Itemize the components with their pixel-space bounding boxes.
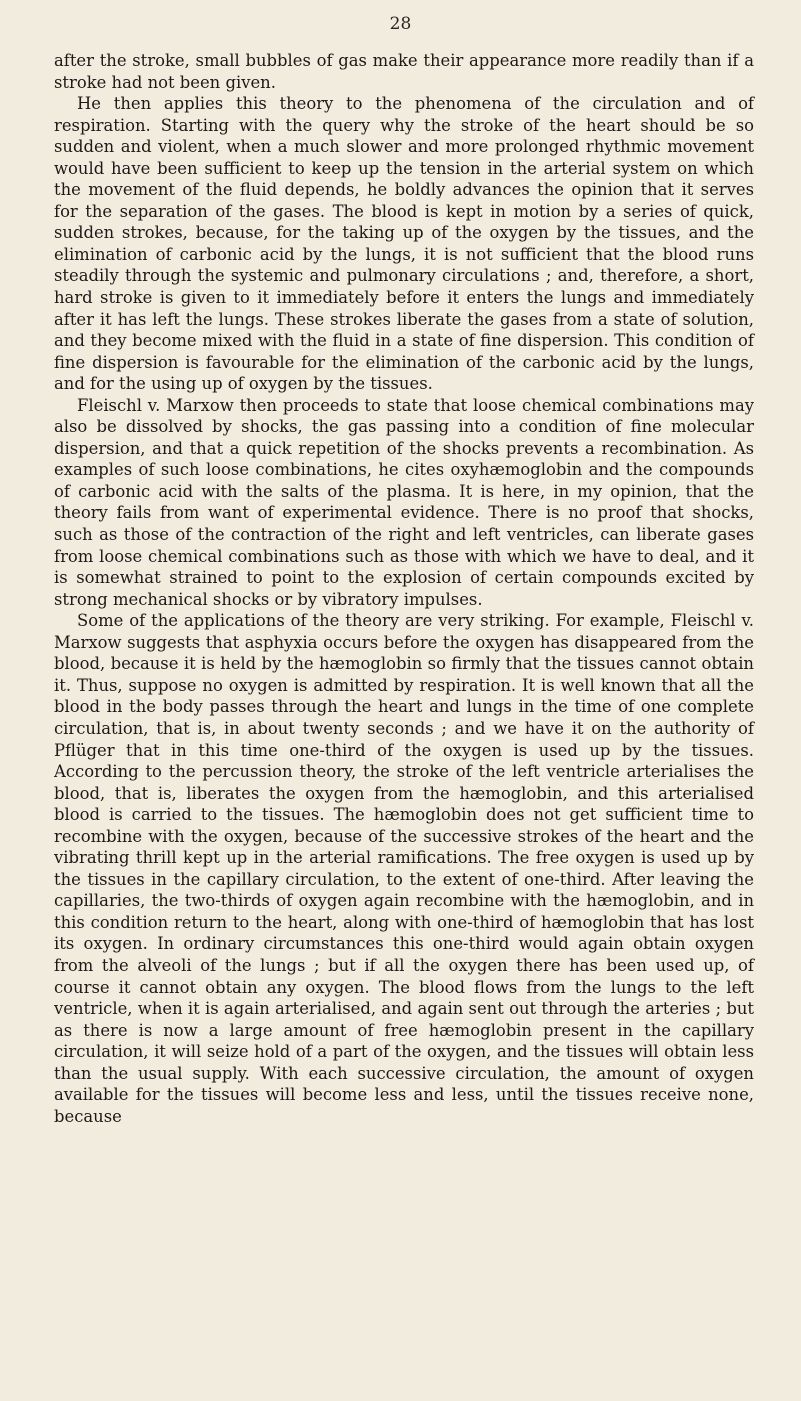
paragraph-2: He then applies this theory to the phenomena of the circulation and of respiration. Starting with the query why the stroke of the heart should be so sudden and violent, when a much slower and more prolonged rhythmic movement would have been sufficient to keep up the tension in the arterial system on which the movement of the fluid depends, he boldly advances the opinion that it serves for the separation of the gases. The blood is kept in motion by a series of quick, sudden strokes, because, for the taking up of the oxygen by the tissues, and the elimination of carbonic acid by the lungs, it is not sufficient that the blood runs steadily through the systemic and pulmonary circulations ; and, therefore, a short, hard stroke is given to it immediately before it enters the lungs and immediately after it has left the lungs. These strokes liberate the gases from a state of solution, and they become mixed with the fluid in a state of fine dispersion. This condition of fine dispersion is favourable for the elimination of the carbonic acid by the lungs, and for the using up of oxygen by the tissues. — [54, 94, 754, 394]
paragraph-1: after the stroke, small bubbles of gas make their appearance more readily than if a stroke had not been given. — [54, 51, 754, 92]
body-text — [54, 50, 754, 1127]
page-number: 28 — [389, 14, 412, 34]
paragraph-4: Some of the applications of the theory are very striking. For example, Fleischl v. Marxow suggests that asphyxia occurs before the oxygen has disappeared from the blood, because it is held by the hæmoglobin so firmly that the tissues cannot obtain it. Thus, suppose no oxygen is admitted by respiration. It is well known that all the blood in the body passes through the heart and lungs in the time of one complete circulation, that is, in about twenty seconds ; and we have it on the authority of Pflüger that in this time one-third of the oxygen is used up by the tissues. According to the percussion theory, the stroke of the left ventricle arterialises the blood, that is, liberates the oxygen from the hæmoglobin, and this arterialised blood is carried to the tissues. The hæmoglobin does not get sufficient time to recombine with the oxygen, because of the successive strokes of the heart and the vibrating thrill kept up in the arterial ramifications. The free oxygen is used up by the tissues in the capillary circulation, to the extent of one-third. After leaving the capillaries, the two-thirds of oxygen again recombine with the hæmoglobin, and in this condition return to the heart, along with one-third of hæmoglobin that has lost its oxygen. In ordinary circumstances this one-third would again obtain oxygen from the alveoli of the lungs ; but if all the oxygen there has been used up, of course it cannot obtain any oxygen. The blood flows from the lungs to the left ventricle, when it is again arterialised, and again sent out through the arteries ; but as there is now a large amount of free hæmoglobin present in the capillary circulation, it will seize hold of a part of the oxygen, and the tissues will obtain less than the usual supply. With each successive circulation, the amount of oxygen available for the tissues will become less and less, until the tissues receive none, because — [54, 611, 754, 1126]
paragraph-3: Fleischl v. Marxow then proceeds to state that loose chemical combinations may also be dissolved by shocks, the gas passing into a condition of fine molecular dispersion, and that a quick repetition of the shocks prevents a recombination. As examples of such loose combinations, he cites oxyhæmoglobin and the compounds of carbonic acid with the salts of the plasma. It is here, in my opinion, that the theory fails from want of experimental evidence. There is no proof that shocks, such as those of the contraction of the right and left ventricles, can liberate gases from loose chemical combinations such as those with which we have to deal, and it is somewhat strained to point to the explosion of certain compounds excited by strong mechanical shocks or by vibratory impulses. — [54, 395, 754, 609]
